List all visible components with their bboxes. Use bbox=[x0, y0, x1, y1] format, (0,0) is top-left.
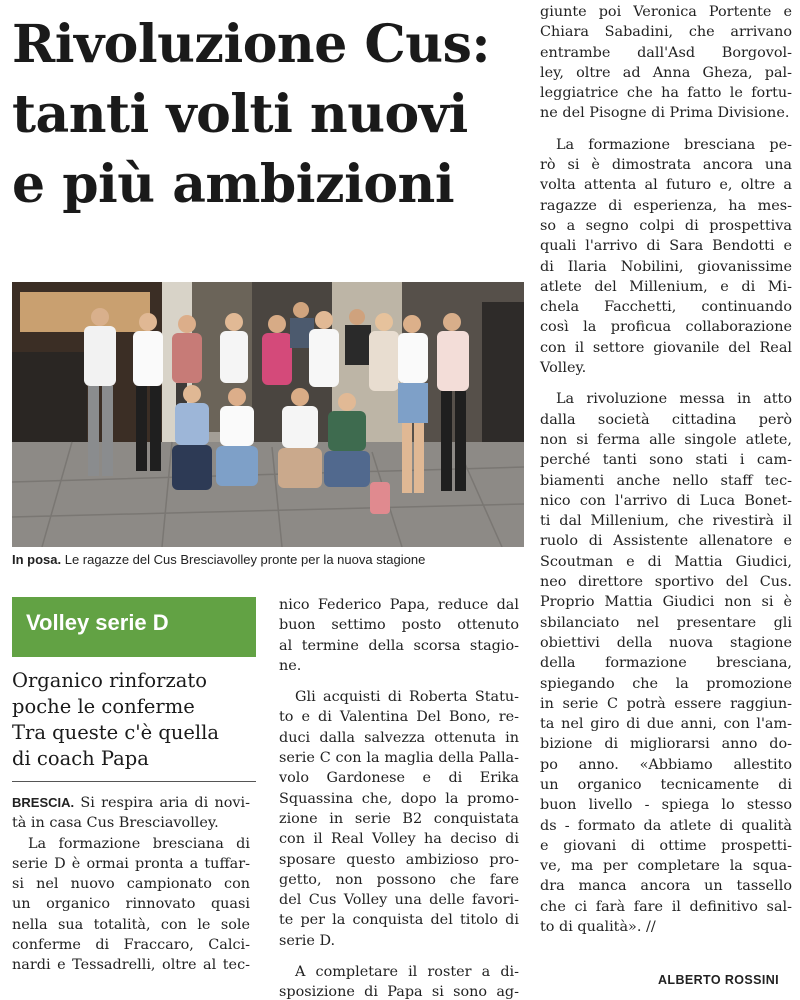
subhead-line: di coach Papa bbox=[12, 747, 149, 770]
text-line: un organico tecnicamente di bbox=[540, 776, 792, 793]
text-line: entrambe dall'Asd Borgovol- bbox=[540, 44, 792, 61]
text-line: tà in casa Cus Bresciavolley. bbox=[12, 815, 219, 832]
text-line: neo direttore sportivo del Cus. bbox=[540, 574, 792, 591]
text-line: te per la conquista del titolo di bbox=[279, 912, 519, 929]
text-line: giunte poi Veronica Portente e bbox=[540, 4, 792, 20]
text-line: Proprio Mattia Giudici non si è bbox=[540, 594, 792, 611]
text-line: non si ferma alle singole atlete, bbox=[540, 431, 792, 448]
text-line: Gli acquisti di Roberta Statu- bbox=[295, 689, 519, 706]
text-line: conferme di Fraccaro, Calci- bbox=[12, 937, 250, 954]
text-line: zione in serie B2 conquistata bbox=[279, 810, 519, 827]
article-column-1 bbox=[12, 793, 250, 976]
text-line: ruolo di Assistente allenatore e bbox=[540, 533, 792, 550]
text-line: ta nel giro di due anni, con l'am- bbox=[540, 716, 792, 733]
text-line: po anno. «Abbiamo allestito bbox=[540, 756, 792, 773]
text-line: dra manca ancora un tassello bbox=[540, 878, 792, 895]
team-photo bbox=[12, 282, 524, 547]
headline-line: Rivoluzione Cus: bbox=[12, 14, 491, 75]
text-line: sbilanciato nel presentare gli bbox=[540, 614, 792, 631]
text-line: così la proficua collaborazione bbox=[540, 319, 792, 336]
text-line: Squassina che, dopo la promo- bbox=[279, 790, 519, 807]
text-line: atlete del Millenium, e di Mi- bbox=[540, 278, 792, 295]
article-column-3 bbox=[540, 2, 792, 937]
text-line: to e di Valentina Del Bono, re- bbox=[279, 709, 519, 726]
text-line: che ci farà fare il definitivo sal- bbox=[540, 898, 792, 915]
text-line: serie D è ormai pronta a tuffar- bbox=[12, 855, 250, 872]
text-line: nella sua totalità, con le sole bbox=[12, 916, 250, 933]
text-line: del Cus Volley una delle favori- bbox=[279, 892, 519, 909]
text-line: serie D. bbox=[279, 932, 336, 949]
text-line: di Ilaria Nobilini, giovanissime bbox=[540, 258, 792, 275]
text-line: con il settore giovanile del Real bbox=[540, 339, 792, 356]
text-line: al termine della scorsa stagio- bbox=[279, 637, 519, 654]
caption-lead: In posa. bbox=[12, 552, 62, 567]
text-line: serie C con la maglia della Palla- bbox=[279, 750, 519, 767]
text-line: La rivoluzione messa in atto bbox=[556, 391, 792, 408]
text-line: volta attenta al futuro e, oltre a bbox=[540, 177, 792, 194]
text-line: perché tanti sono stati i cam- bbox=[540, 452, 792, 469]
subhead-line: poche le conferme bbox=[12, 695, 195, 718]
text-line: sposizione di Papa si sono ag- bbox=[279, 984, 519, 1000]
article-column-2 bbox=[279, 595, 519, 1000]
text-line: getto, non possono che fare bbox=[279, 871, 519, 888]
text-line: leggiatrice che ha fatto le fortu- bbox=[540, 85, 792, 102]
section-label: Volley serie D bbox=[12, 597, 256, 657]
text-line: dalla società cittadina però bbox=[540, 411, 792, 428]
text-line: ne. bbox=[279, 657, 302, 674]
text-line: quali l'arrivo di Sara Bendotti e bbox=[540, 238, 792, 255]
text-line: so a segno colpi di prospettiva bbox=[540, 217, 792, 234]
photo-caption bbox=[12, 552, 532, 567]
text-fragment: Si respira aria di novi- bbox=[74, 795, 250, 811]
text-line: sposare questo ambizioso pro- bbox=[279, 851, 519, 868]
text-line: un organico rinnovato quasi bbox=[12, 896, 250, 913]
text-line: ds - formato da atlete di qualità bbox=[540, 817, 792, 834]
text-line: in serie C potrà essere raggiun- bbox=[540, 695, 792, 712]
text-line: volo Gardonese e di Erika bbox=[279, 770, 519, 787]
text-line: buon settimo posto ottenuto bbox=[279, 617, 519, 634]
author-byline: ALBERTO ROSSINI bbox=[658, 973, 780, 987]
text-line: duci dalla salvezza ottenuta in bbox=[279, 729, 519, 746]
text-line: La formazione bresciana di bbox=[28, 835, 250, 852]
text-line: ve, ma per completare la squa- bbox=[540, 858, 792, 875]
text-line: ley, oltre ad Anna Gheza, pal- bbox=[540, 64, 792, 81]
text-line: La formazione bresciana pe- bbox=[556, 136, 792, 153]
text-line: biamenti anche nello staff tec- bbox=[540, 472, 792, 489]
text-line: buon livello - spiega lo stesso bbox=[540, 797, 792, 814]
text-line: ne del Pisogne di Prima Divisione. bbox=[540, 105, 790, 122]
text-line: e giovani di ottime prospetti- bbox=[540, 837, 792, 854]
text-line: ti dal Millenium, che rivestirà il bbox=[540, 513, 792, 530]
text-line: to di qualità». // bbox=[540, 919, 656, 936]
subhead-line: Tra queste c'è quella bbox=[12, 721, 220, 744]
caption-text: Le ragazze del Cus Bresciavolley pronte per la nuova stagione bbox=[61, 552, 426, 567]
text-line: Scoutman e di Mattia Giudici, bbox=[540, 553, 792, 570]
article-headline bbox=[12, 10, 532, 220]
text-line: Chiara Sabadini, che arrivano bbox=[540, 24, 792, 41]
text-line: nardi e Tessadrelli, oltre al tec- bbox=[12, 957, 250, 974]
text-line: nico Federico Papa, reduce dal bbox=[279, 597, 519, 613]
text-line: con il Real Volley ha deciso di bbox=[279, 831, 519, 848]
headline-line: tanti volti nuovi bbox=[12, 84, 468, 145]
text-line: ragazze di esperienza, ha mes- bbox=[540, 197, 792, 214]
article-subhead bbox=[12, 668, 262, 772]
text-line bbox=[12, 793, 250, 813]
subhead-divider bbox=[12, 781, 256, 782]
text-line: Volley. bbox=[540, 360, 587, 377]
text-line: chela Facchetti, continuando bbox=[540, 299, 792, 316]
text-line: rò si è dimostrata ancora una bbox=[540, 157, 792, 174]
text-line: si nel nuovo campionato con bbox=[12, 876, 250, 893]
dateline: BRESCIA. bbox=[12, 795, 75, 810]
headline-line: e più ambizioni bbox=[12, 154, 455, 215]
text-line: bizione di migliorarsi anno do- bbox=[540, 736, 792, 753]
text-line: della formazione bresciana, bbox=[540, 655, 792, 672]
text-line: A completare il roster a di- bbox=[295, 964, 519, 981]
text-line: obiettivi della nuova stagione bbox=[540, 634, 792, 651]
subhead-line: Organico rinforzato bbox=[12, 669, 207, 692]
text-line: nico con l'arrivo di Luca Bonet- bbox=[540, 492, 792, 509]
text-line: spiegando che la promozione bbox=[540, 675, 792, 692]
